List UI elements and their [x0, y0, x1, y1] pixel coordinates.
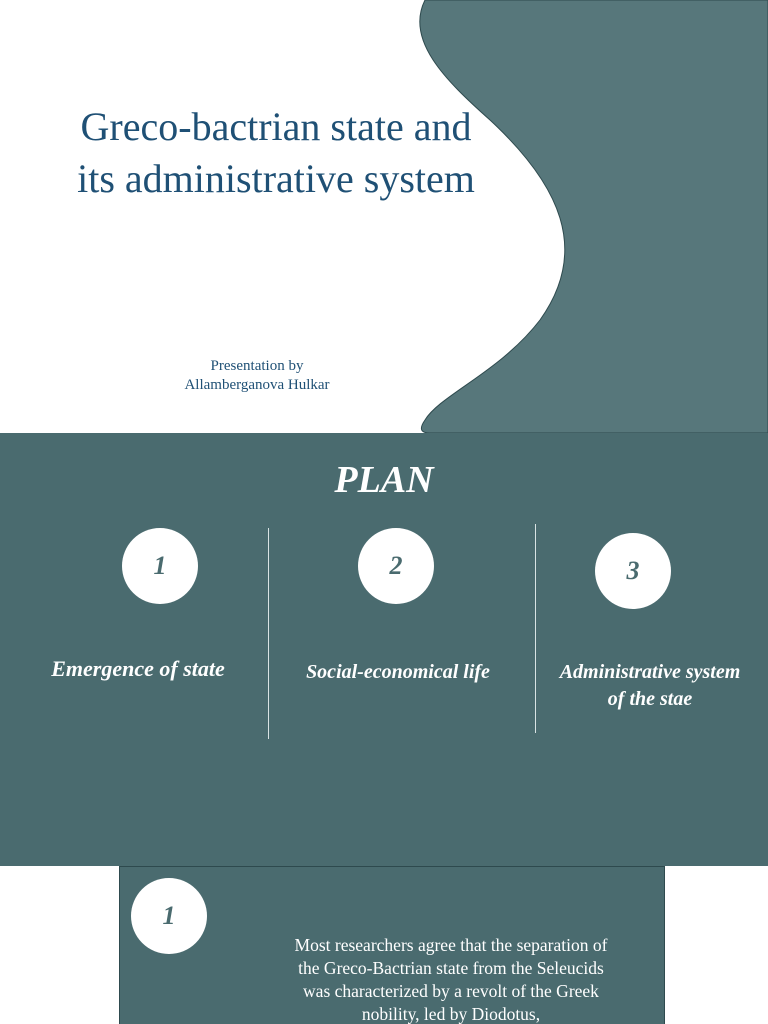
plan-heading: PLAN: [334, 459, 434, 501]
section-number-circle: 1: [131, 878, 207, 954]
title-slide: [0, 0, 768, 433]
plan-number-circle-1: 1: [122, 528, 198, 604]
section-body-text: Most researchers agree that the separation of the Greco-Bactrian state from the Seleucids was characterized by a revolt of the Greek nobility, led by Diodotus,: [294, 935, 608, 1024]
subtitle-line-author: Allamberganova Hulkar: [184, 377, 330, 393]
plan-number-circle-3: 3: [595, 533, 671, 609]
plan-item-label-1: Emergence of state: [51, 656, 225, 681]
plan-divider-2: [535, 524, 536, 733]
plan-number-circle-2: 2: [358, 528, 434, 604]
decorative-wave-shape: [0, 0, 768, 433]
plan-item-label-2: Social-economical life: [306, 661, 490, 683]
section-one-slide: [119, 866, 665, 1024]
plan-slide: [0, 433, 768, 866]
presentation-subtitle: [137, 357, 377, 395]
plan-divider-1: [268, 528, 269, 739]
subtitle-line-presented-by: Presentation by: [210, 358, 304, 374]
presentation-title: Greco-bactrian state and its administrative system: [77, 104, 475, 201]
plan-item-label-3: Administrative system of the stae: [559, 661, 741, 710]
